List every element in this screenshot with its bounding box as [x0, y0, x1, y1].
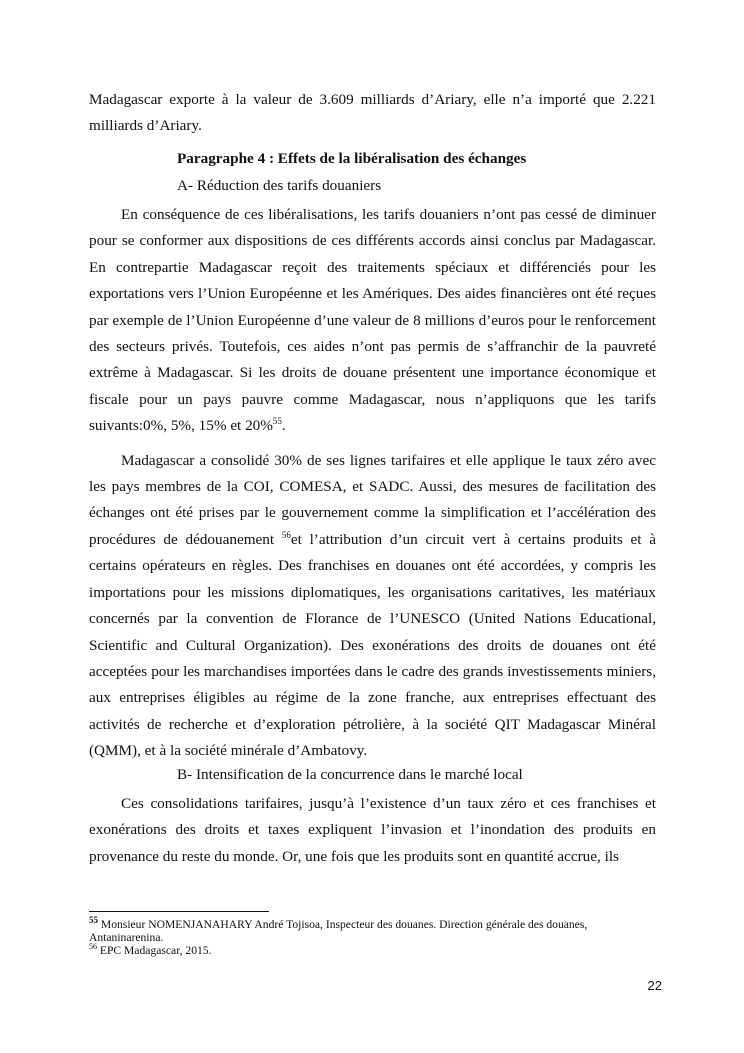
section-a-paragraph-1-end: .	[281, 417, 286, 435]
section-b-heading: B- Intensification de la concurrence dans le marché local	[177, 766, 523, 783]
paragraph-heading: Paragraphe 4 : Effets de la libéralisation des échanges	[177, 150, 527, 167]
footnote-56-text: EPC Madagascar, 2015.	[97, 944, 212, 958]
footnote-56	[89, 944, 649, 957]
top-paragraph-block	[89, 87, 656, 140]
footnote-56-number: 56	[89, 942, 97, 952]
footnote-55-number: 55	[89, 915, 98, 926]
section-b-paragraph-1: Ces consolidations tarifaires, jusqu’à l’existence d’un taux zéro et ces franchises et exonérations des droits et taxes expliquent l’invasion et l’inondation des produits en provenance du reste du monde. Or, une fois que les produits sont en quantité accrue, ils	[89, 795, 656, 865]
section-a-body	[89, 202, 656, 765]
footnote-separator	[89, 911, 269, 912]
section-a-paragraph-2-end: et l’attribution d’un circuit vert à certains produits et à certains opérateurs en règles. Des franchises en douanes ont été accordées, y compris les importations pour les missions diplomatiques, les organisations caritatives, les matériaux concernés par la convention de Florance de l’UNESCO (United Nations Educational, Scientific and Cultural Organization). Des exonérations des droits de douanes ont été acceptées pour les marchandises importées dans le cadre des grands investissements miniers, aux entreprises éligibles au régime de la zone franche, aux entreprises effectuant des activités de recherche et d’exploration pétrolière, à la société QIT Madagascar Minéral (QMM), et à la société minérale d’Ambatovy.	[89, 530, 656, 760]
section-a-paragraph-2	[89, 448, 656, 765]
section-a-heading: A- Réduction des tarifs douaniers	[177, 177, 382, 194]
section-a-paragraph-2-text: Madagascar a consolidé 30% de ses lignes tarifaires et elle applique le taux zéro avec les pays membres de la COI, COMESA, et SADC. Aussi, des mesures de facilitation des échanges ont été prises par le gouvernement comme la simplification et l’accélération des procédures de dédouanement	[89, 451, 656, 548]
footnote-ref-56: 56	[281, 529, 291, 540]
section-a-paragraph-1-text: En conséquence de ces libéralisations, les tarifs douaniers n’ont pas cessé de diminuer pour se conformer aux dispositions de ces différents accords ainsi conclus par Madagascar. En contrepartie Madagascar reçoit des traitements spéciaux et différenciés pour les exportations vers l’Union Européenne et les Amériques. Des aides financières ont été reçues par exemple de l’Union Européenne d’une valeur de 8 millions d’euros pour le renforcement des secteurs privés. Toutefois, ces aides n’ont pas permis de s’affranchir de la pauvreté extrême à Madagascar. Si les droits de douane présentent une importance économique et fiscale pour un pays pauvre comme Madagascar, nous n’appliquons que les tarifs suivants:0%, 5%, 15% et 20%	[89, 206, 656, 435]
page-number: 22	[647, 978, 662, 993]
footnote-55-text: Monsieur NOMENJANAHARY André Tojisoa, Inspecteur des douanes. Direction générale des douanes, Antaninarenina.	[89, 918, 588, 945]
section-b-body	[89, 791, 656, 870]
footnote-55	[89, 915, 649, 945]
top-paragraph: Madagascar exporte à la valeur de 3.609 milliards d’Ariary, elle n’a importé que 2.221 milliards d’Ariary.	[89, 91, 656, 135]
section-a-paragraph-1	[89, 202, 656, 440]
footnotes	[89, 915, 649, 958]
footnote-ref-55: 55	[272, 416, 282, 427]
